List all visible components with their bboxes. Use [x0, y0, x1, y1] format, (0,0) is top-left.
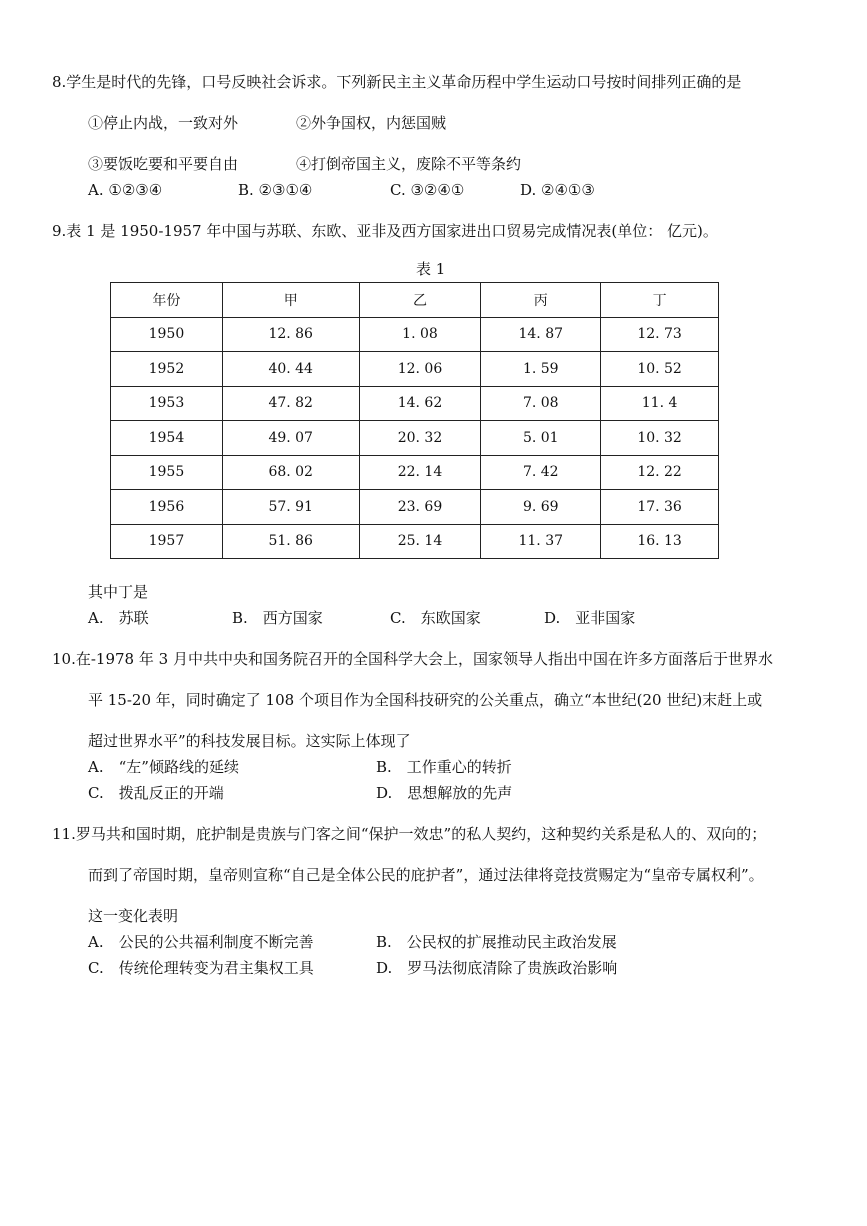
table-cell: 7. 08 — [481, 386, 601, 421]
q11-option-c[interactable]: C. 传统伦理转变为君主集权工具 — [88, 959, 314, 977]
table-cell: 17. 36 — [601, 490, 719, 525]
header-ding: 丁 — [601, 283, 719, 318]
table-row — [111, 490, 719, 525]
q9-question: 其中丁是 — [88, 583, 149, 601]
q8-option-c[interactable]: C. ③②④① — [390, 181, 465, 199]
table-cell: 57. 91 — [222, 490, 359, 525]
table-cell: 7. 42 — [481, 455, 601, 490]
table-cell: 14. 62 — [359, 386, 481, 421]
table-cell: 1955 — [111, 455, 223, 490]
table-row — [111, 455, 719, 490]
table-cell: 1954 — [111, 421, 223, 456]
q8-item-3: ③要饭吃要和平要自由 — [88, 155, 239, 173]
table-row — [111, 421, 719, 456]
q11-option-d[interactable]: D. 罗马法彻底清除了贵族政治影响 — [376, 959, 618, 977]
table-cell: 22. 14 — [359, 455, 481, 490]
table-cell: 12. 06 — [359, 352, 481, 387]
table-cell: 10. 52 — [601, 352, 719, 387]
q8-option-d[interactable]: D. ②④①③ — [520, 181, 595, 199]
q8-option-b[interactable]: B. ②③①④ — [238, 181, 313, 199]
q10-stem-line-1: 10.在-1978 年 3 月中共中央和国务院召开的全国科学大会上，国家领导人指出中国在许多方面落后于世界水 — [52, 650, 773, 668]
table-cell: 12. 86 — [222, 317, 359, 352]
table-cell: 1. 59 — [481, 352, 601, 387]
table-row — [111, 317, 719, 352]
table-row — [111, 352, 719, 387]
q8-item-1: ①停止内战，一致对外 — [88, 114, 239, 132]
table-cell: 1956 — [111, 490, 223, 525]
table-cell: 11. 4 — [601, 386, 719, 421]
header-bing: 丙 — [481, 283, 601, 318]
q8-item-4: ④打倒帝国主义，废除不平等条约 — [296, 155, 522, 173]
table-cell: 20. 32 — [359, 421, 481, 456]
table-cell: 11. 37 — [481, 524, 601, 559]
q9-option-b[interactable]: B. 西方国家 — [232, 609, 323, 627]
header-yi: 乙 — [359, 283, 481, 318]
trade-table — [110, 282, 719, 559]
table-cell: 9. 69 — [481, 490, 601, 525]
header-year: 年份 — [111, 283, 223, 318]
table-cell: 1952 — [111, 352, 223, 387]
table-header-row — [111, 283, 719, 318]
q10-stem-line-3: 超过世界水平”的科技发展目标。这实际上体现了 — [88, 732, 411, 750]
q10-stem-line-2: 平 15-20 年，同时确定了 108 个项目作为全国科技研究的公关重点，确立“本世纪(20 世纪)末赶上或 — [88, 691, 763, 709]
q8-option-a[interactable]: A. ①②③④ — [88, 181, 163, 199]
table-cell: 5. 01 — [481, 421, 601, 456]
q10-option-b[interactable]: B. 工作重心的转折 — [376, 758, 512, 776]
q9-stem: 9.表 1 是 1950-1957 年中国与苏联、东欧、亚非及西方国家进出口贸易完成情况表(单位： 亿元)。 — [52, 222, 718, 240]
table-cell: 40. 44 — [222, 352, 359, 387]
q10-option-c[interactable]: C. 拨乱反正的开端 — [88, 784, 224, 802]
q11-stem-line-3: 这一变化表明 — [88, 907, 179, 925]
table-cell: 1953 — [111, 386, 223, 421]
table-cell: 1. 08 — [359, 317, 481, 352]
q9-option-d[interactable]: D. 亚非国家 — [544, 609, 636, 627]
table-cell: 51. 86 — [222, 524, 359, 559]
table-cell: 14. 87 — [481, 317, 601, 352]
q11-stem-line-1: 11.罗马共和国时期，庇护制是贵族与门客之间“保护一效忠”的私人契约，这种契约关系是私人的、双向的； — [52, 825, 767, 843]
table-cell: 25. 14 — [359, 524, 481, 559]
q10-option-d[interactable]: D. 思想解放的先声 — [376, 784, 513, 802]
table-cell: 68. 02 — [222, 455, 359, 490]
table-cell: 47. 82 — [222, 386, 359, 421]
q9-option-a[interactable]: A. 苏联 — [88, 609, 149, 627]
table-caption: 表 1 — [416, 260, 446, 278]
table-cell: 49. 07 — [222, 421, 359, 456]
table-row — [111, 386, 719, 421]
header-jia: 甲 — [222, 283, 359, 318]
q11-stem-line-2: 而到了帝国时期，皇帝则宣称“自己是全体公民的庇护者”，通过法律将竞技赏赐定为“皇帝专属权利”。 — [88, 866, 764, 884]
q8-item-2: ②外争国权，内惩国贼 — [296, 114, 447, 132]
q9-option-c[interactable]: C. 东欧国家 — [390, 609, 481, 627]
q10-option-a[interactable]: A. “左”倾路线的延续 — [88, 758, 239, 776]
table-cell: 12. 22 — [601, 455, 719, 490]
table-cell: 16. 13 — [601, 524, 719, 559]
q11-option-a[interactable]: A. 公民的公共福利制度不断完善 — [88, 933, 314, 951]
table-cell: 1957 — [111, 524, 223, 559]
table-cell: 1950 — [111, 317, 223, 352]
table-cell: 12. 73 — [601, 317, 719, 352]
q11-option-b[interactable]: B. 公民权的扩展推动民主政治发展 — [376, 933, 617, 951]
table-cell: 23. 69 — [359, 490, 481, 525]
table-cell: 10. 32 — [601, 421, 719, 456]
q8-stem: 8.学生是时代的先锋，口号反映社会诉求。下列新民主主义革命历程中学生运动口号按时间排列正确的是 — [52, 73, 742, 91]
table-row — [111, 524, 719, 559]
